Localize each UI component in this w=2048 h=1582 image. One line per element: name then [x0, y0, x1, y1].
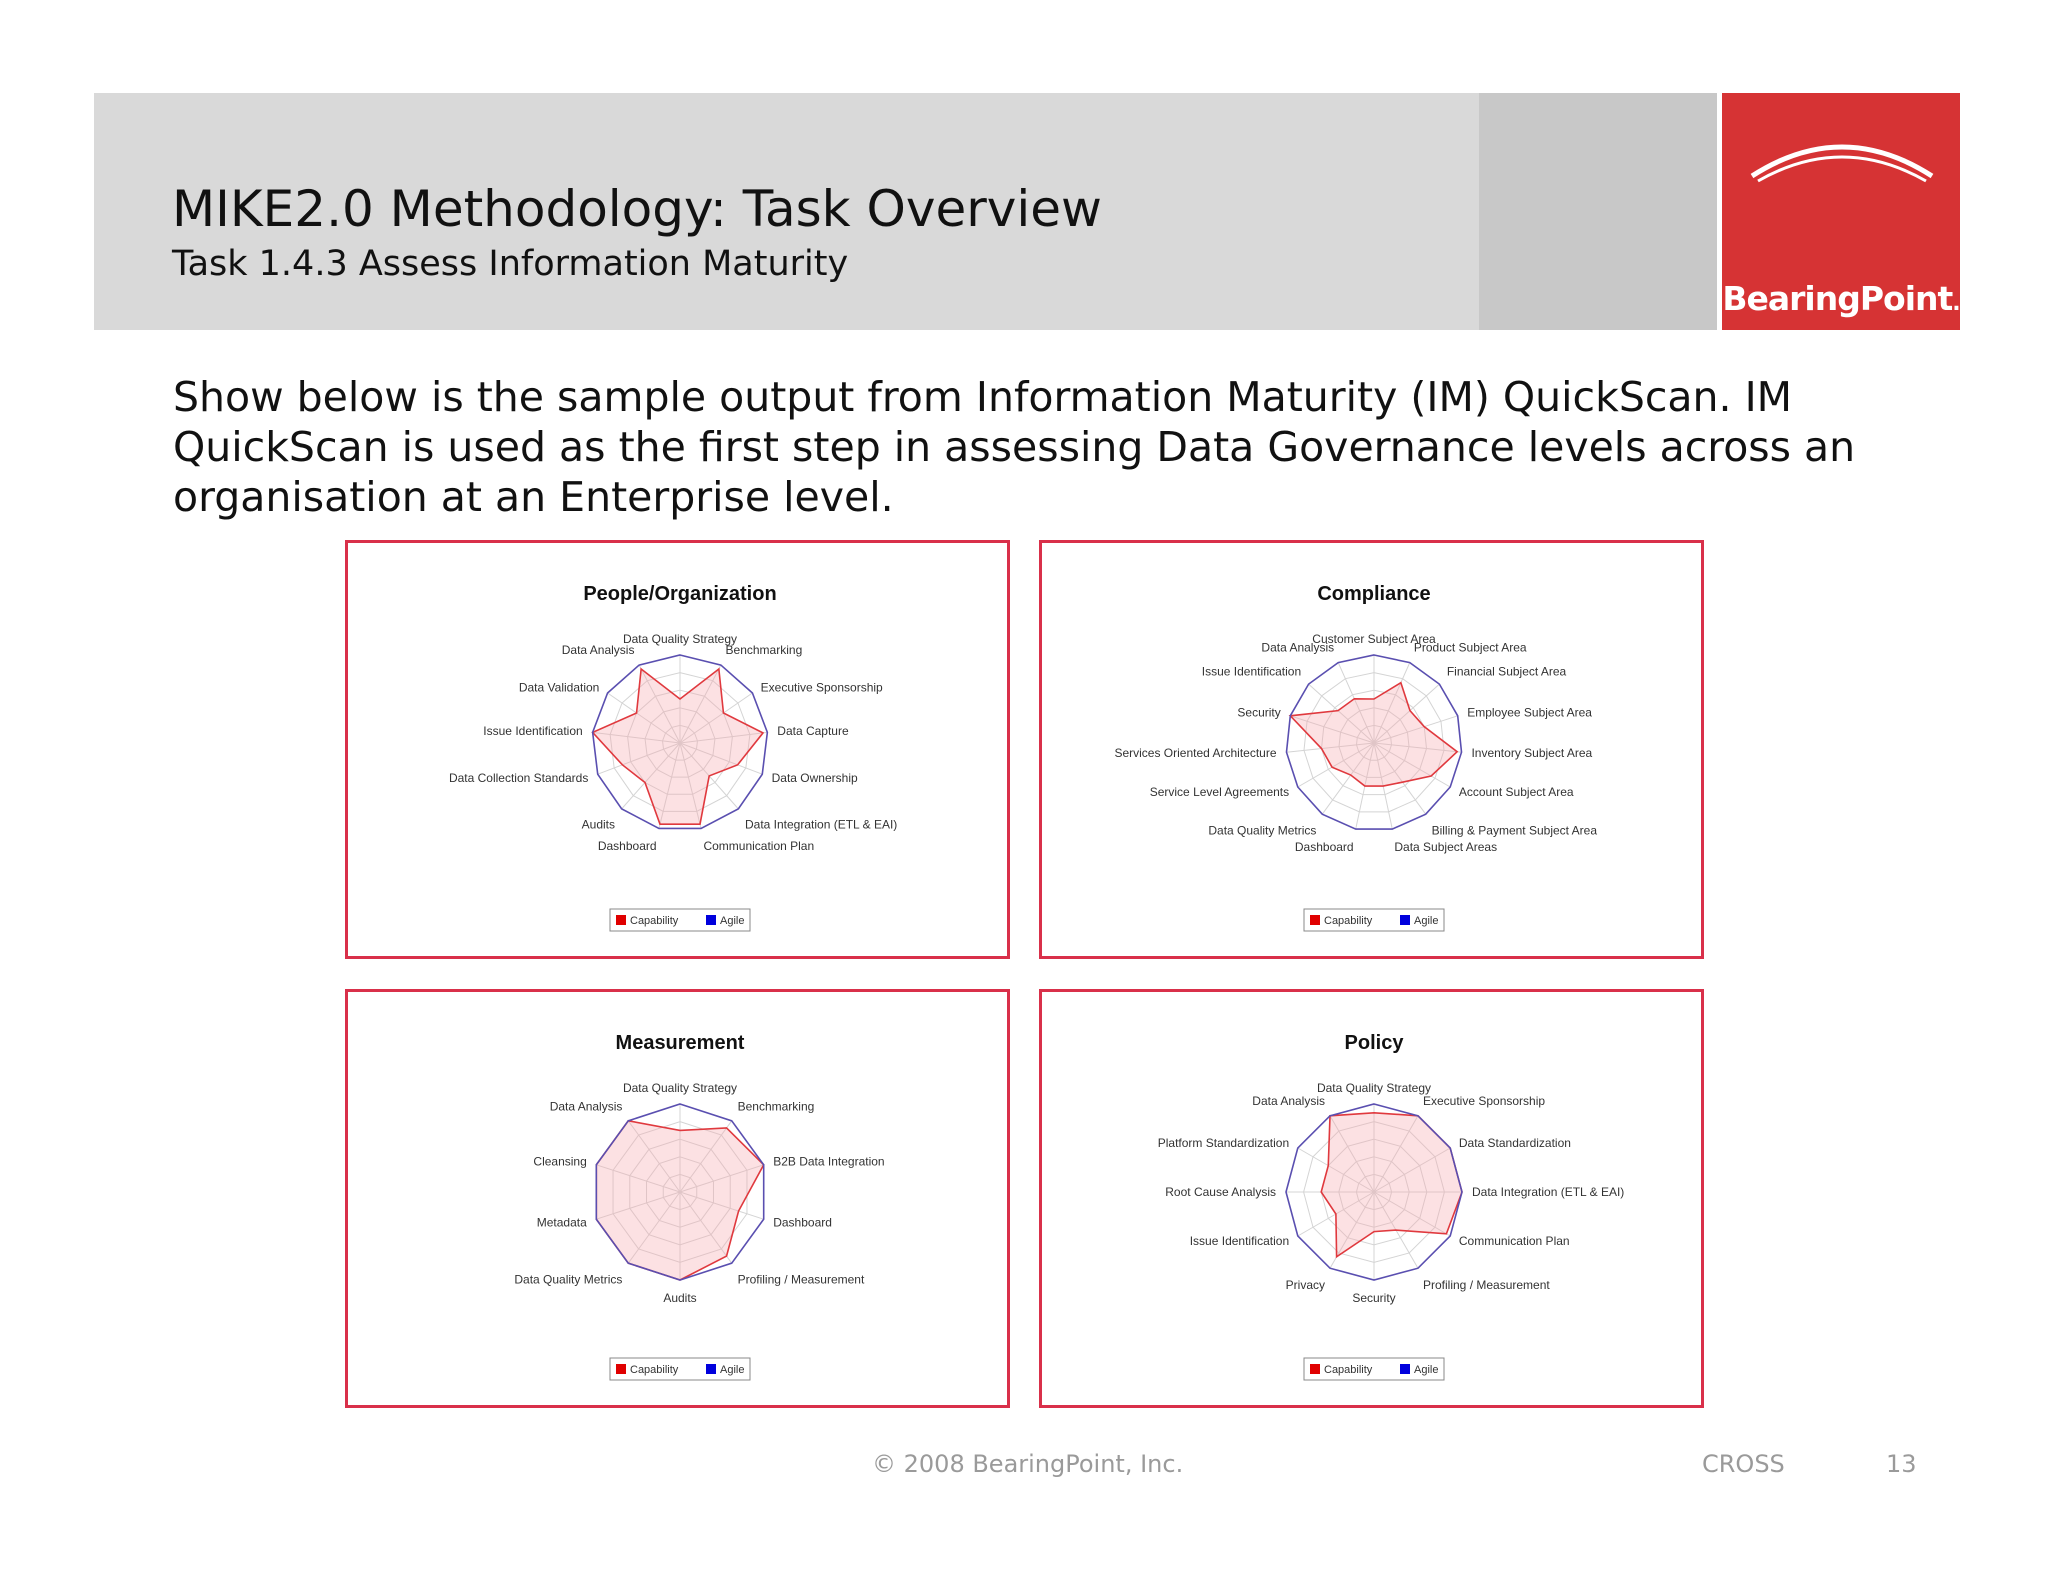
legend-swatch-agile [706, 1364, 716, 1374]
axis-label-dashboard: Dashboard [1294, 839, 1354, 854]
chart-panel-policy [1039, 989, 1704, 1408]
legend-label-capability: Capability [1324, 915, 1373, 927]
radar-chart-measurement [348, 992, 1013, 1411]
page-title: MIKE2.0 Methodology: Task Overview [172, 180, 1102, 238]
chart-legend [1304, 909, 1444, 931]
legend-swatch-capability [1310, 1364, 1320, 1374]
axis-label-data-analysis: Data Analysis [561, 643, 635, 658]
axis-label-platform-standardization: Platform Standardization [1157, 1136, 1290, 1150]
legend-label-agile: Agile [720, 1364, 745, 1376]
axis-label-issue-identification: Issue Identification [483, 724, 583, 739]
axis-label-audits: Audits [581, 817, 616, 832]
axis-label-product-subject-area: Product Subject Area [1413, 640, 1527, 655]
axis-label-data-quality-strategy: Data Quality Strategy [622, 632, 738, 646]
legend-swatch-agile [1400, 915, 1410, 925]
axis-label-communication-plan: Communication Plan [703, 839, 815, 854]
axis-label-executive-sponsorship: Executive Sponsorship [1423, 1094, 1546, 1109]
axis-label-data-analysis: Data Analysis [549, 1099, 623, 1114]
chart-legend [610, 1358, 750, 1380]
axis-label-data-quality-strategy: Data Quality Strategy [622, 1081, 738, 1095]
legend-label-capability: Capability [630, 1364, 679, 1376]
axis-label-issue-identification: Issue Identification [1201, 664, 1302, 679]
axis-label-data-analysis: Data Analysis [1252, 1094, 1325, 1109]
chart-legend [1304, 1358, 1444, 1380]
axis-label-issue-identification: Issue Identification [1189, 1234, 1290, 1248]
axis-label-root-cause-analysis: Root Cause Analysis [1165, 1185, 1276, 1199]
footer-copyright: © 2008 BearingPoint, Inc. [872, 1450, 1184, 1478]
axis-label-data-validation: Data Validation [518, 680, 600, 695]
radar-chart-people-organization [348, 543, 1013, 962]
axis-label-benchmarking: Benchmarking [725, 643, 803, 658]
axis-label-communication-plan: Communication Plan [1458, 1234, 1570, 1248]
legend-label-agile: Agile [1414, 915, 1439, 927]
footer-page-number: 13 [1886, 1450, 1917, 1478]
axis-label-data-quality-metrics: Data Quality Metrics [514, 1272, 623, 1287]
series-capability [593, 669, 763, 824]
axis-label-inventory-subject-area: Inventory Subject Area [1471, 746, 1593, 761]
radar-chart-compliance [1042, 543, 1707, 962]
axis-label-metadata: Metadata [536, 1215, 587, 1230]
legend-label-capability: Capability [1324, 1364, 1373, 1376]
series-capability [1290, 683, 1457, 786]
axis-label-profiling-measurement: Profiling / Measurement [1423, 1277, 1550, 1292]
legend-label-agile: Agile [720, 915, 745, 927]
axis-label-profiling-measurement: Profiling / Measurement [737, 1272, 865, 1287]
axis-label-data-ownership: Data Ownership [771, 770, 858, 785]
chart-title: Compliance [1317, 583, 1431, 605]
legend-label-capability: Capability [630, 915, 679, 927]
footer-label: CROSS [1702, 1450, 1785, 1478]
page-subtitle: Task 1.4.3 Assess Information Maturity [172, 244, 849, 284]
legend-swatch-capability [616, 915, 626, 925]
axis-label-data-subject-areas: Data Subject Areas [1394, 839, 1498, 854]
axis-label-customer-subject-area: Customer Subject Area [1312, 632, 1436, 646]
header-shade [1479, 93, 1717, 330]
axis-label-security: Security [1352, 1291, 1396, 1305]
legend-swatch-capability [1310, 915, 1320, 925]
chart-title: Policy [1344, 1032, 1404, 1054]
radar-chart-policy [1042, 992, 1707, 1411]
legend-swatch-agile [706, 915, 716, 925]
legend-label-agile: Agile [1414, 1364, 1439, 1376]
axis-label-financial-subject-area: Financial Subject Area [1446, 664, 1567, 679]
intro-paragraph: Show below is the sample output from Information Maturity (IM) QuickScan. IM QuickScan is used as the first step in assessing Data Governance levels across an organisation at an Enterprise level. [173, 373, 1856, 521]
axis-label-data-collection-standards: Data Collection Standards [448, 770, 589, 785]
axis-label-services-oriented-architecture: Services Oriented Architecture [1114, 746, 1277, 761]
legend-swatch-capability [616, 1364, 626, 1374]
axis-label-employee-subject-area: Employee Subject Area [1467, 705, 1592, 720]
axis-label-cleansing: Cleansing [533, 1154, 587, 1169]
axis-label-b2b-data-integration: B2B Data Integration [773, 1154, 885, 1169]
axis-label-executive-sponsorship: Executive Sponsorship [760, 680, 883, 695]
axis-label-data-analysis: Data Analysis [1261, 640, 1335, 655]
axis-label-data-quality-metrics: Data Quality Metrics [1208, 823, 1317, 838]
chart-legend [610, 909, 750, 931]
series-capability [1321, 1113, 1462, 1257]
axis-label-data-integration-etl-eai: Data Integration (ETL & EAI) [1472, 1185, 1625, 1199]
chart-panel-compliance [1039, 540, 1704, 959]
axis-label-privacy: Privacy [1285, 1277, 1325, 1292]
chart-panel-measurement [345, 989, 1010, 1408]
chart-title: Measurement [615, 1032, 745, 1054]
logo-text: BearingPoint. [1722, 279, 1960, 318]
axis-label-data-quality-strategy: Data Quality Strategy [1316, 1081, 1432, 1095]
series-capability [596, 1121, 763, 1280]
axis-label-data-integration-etl-eai: Data Integration (ETL & EAI) [744, 817, 898, 832]
chart-title: People/Organization [583, 583, 777, 605]
axis-label-benchmarking: Benchmarking [737, 1099, 815, 1114]
axis-label-account-subject-area: Account Subject Area [1458, 785, 1574, 799]
axis-label-service-level-agreements: Service Level Agreements [1149, 785, 1290, 799]
axis-label-billing-payment-subject-area: Billing & Payment Subject Area [1431, 823, 1598, 838]
chart-panel-people-organization [345, 540, 1010, 959]
axis-label-dashboard: Dashboard [597, 839, 657, 854]
axis-label-data-capture: Data Capture [777, 724, 849, 739]
axis-label-data-standardization: Data Standardization [1458, 1136, 1571, 1150]
legend-swatch-agile [1400, 1364, 1410, 1374]
axis-label-security: Security [1237, 705, 1281, 720]
bearingpoint-logo [1722, 93, 1960, 330]
axis-label-dashboard: Dashboard [773, 1215, 832, 1230]
axis-label-audits: Audits [663, 1291, 697, 1305]
